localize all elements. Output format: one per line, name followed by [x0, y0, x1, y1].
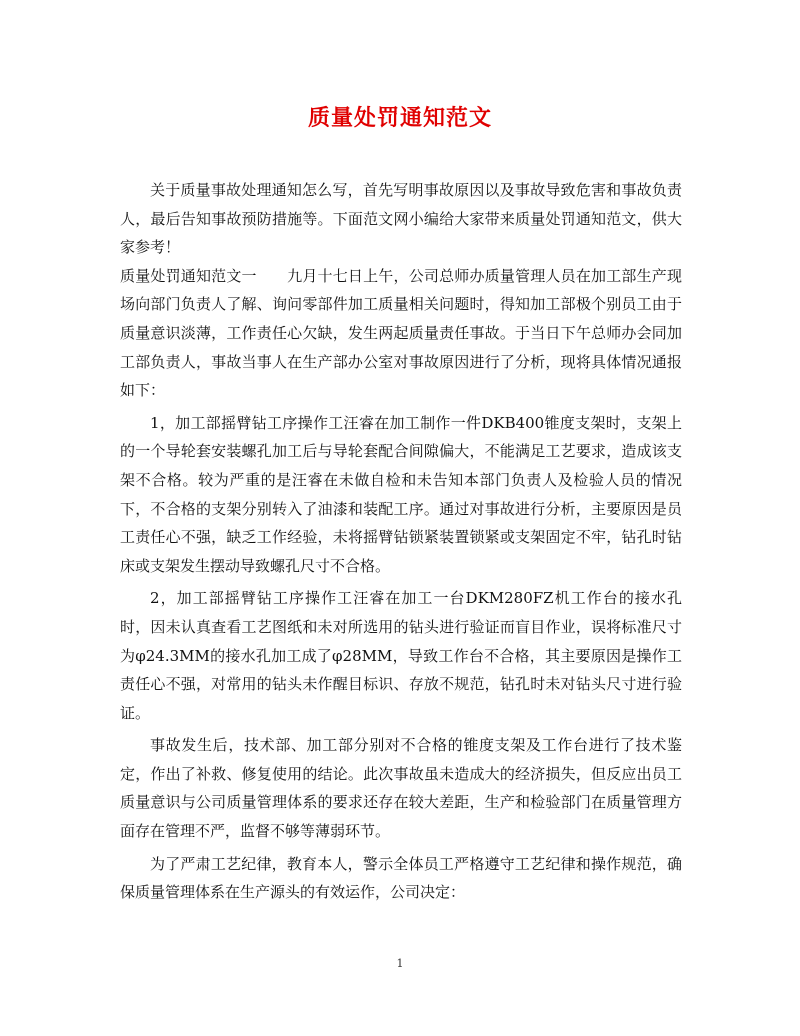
- aftermath-paragraph: 事故发生后，技术部、加工部分别对不合格的锥度支架及工作台进行了技术鉴定，作出了补救、修复使用的结论。此次事故虽未造成大的经济损失，但反应出员工质量意识与公司质量管理体系的要求还存在较大差距，生产和检验部门在质量管理方面存在管理不严，监督不够等薄弱环节。: [120, 736, 682, 841]
- document-body: [120, 176, 682, 907]
- page-number: 1: [396, 957, 404, 970]
- document-title: 质量处罚通知范文: [307, 105, 492, 131]
- incident-two-paragraph: 2，加工部摇臂钻工序操作工汪睿在加工一台DKM280FZ机工作台的接水孔时，因未认真查看工艺图纸和未对所选用的钻头进行验证而盲目作业，误将标准尺寸为φ24.3MM的接水孔加工成了φ28MM，导致工作台不合格，其主要原因是操作工责任心不强，对常用的钻头未作醒目标识、存放不规范，钻孔时未对钻头尺寸进行验证。: [120, 589, 682, 722]
- decision-paragraph: 为了严肃工艺纪律，教育本人，警示全体员工严格遵守工艺纪律和操作规范，确保质量管理体系在生产源头的有效运作，公司决定：: [120, 854, 682, 902]
- notice-paragraph: 质量处罚通知范文一 九月十七日上午，公司总师办质量管理人员在加工部生产现场向部门负责人了解、询问零部件加工质量相关问题时，得知加工部极个别员工由于质量意识淡薄，工作责任心欠缺，发生两起质量责任事故。于当日下午总师办会同加工部负责人，事故当事人在生产部办公室对事故原因进行了分析，现将具体情况通报如下：: [120, 266, 682, 400]
- intro-paragraph: 关于质量事故处理通知怎么写，首先写明事故原因以及事故导致危害和事故负责人，最后告知事故预防措施等。下面范文网小编给大家带来质量处罚通知范文，供大家参考！: [120, 181, 682, 257]
- incident-one-paragraph: 1，加工部摇臂钻工序操作工汪睿在加工制作一件DKB400锥度支架时，支架上的一个导轮套安装螺孔加工后与导轮套配合间隙偏大，不能满足工艺要求，造成该支架不合格。较为严重的是汪睿在未做自检和未告知本部门负责人及检验人员的情况下，不合格的支架分别转入了油漆和装配工序。通过对事故进行分析，主要原因是员工责任心不强，缺乏工作经验，未将摇臂钻锁紧装置锁紧或支架固定不牢，钻孔时钻床或支架发生摆动导致螺孔尺寸不合格。: [120, 413, 682, 575]
